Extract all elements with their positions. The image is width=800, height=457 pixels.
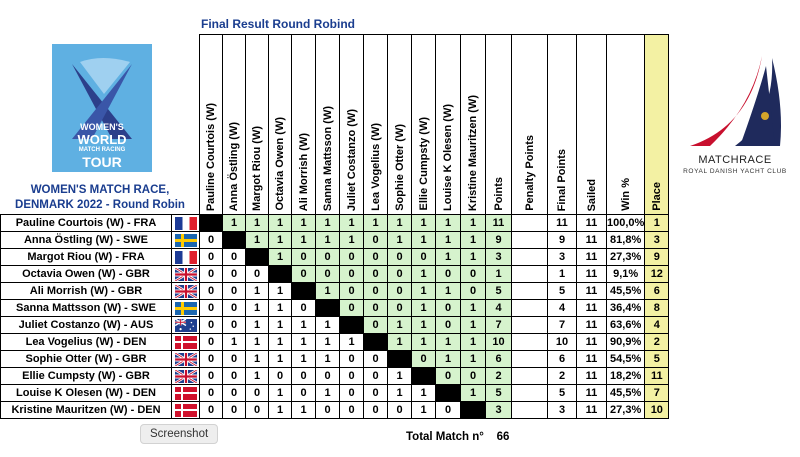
final-points-cell: 7 [548, 317, 577, 334]
match-result-cell: 1 [269, 300, 292, 317]
match-result-cell: 0 [436, 317, 461, 334]
table-row [1, 385, 669, 402]
penalty-cell [512, 232, 548, 249]
win-percent-cell: 54,5% [607, 351, 645, 368]
match-result-cell: 1 [246, 232, 269, 249]
table-row [1, 266, 669, 283]
flag-swe-icon [175, 302, 197, 315]
match-result-cell: 0 [340, 249, 364, 266]
sailed-cell: 11 [577, 300, 607, 317]
sailed-cell: 11 [577, 402, 607, 419]
final-points-cell: 11 [548, 215, 577, 232]
match-result-cell: 1 [436, 215, 461, 232]
win-percent-cell: 45,5% [607, 283, 645, 300]
match-result-cell: 1 [316, 334, 340, 351]
place-cell: 4 [645, 317, 669, 334]
match-result-cell: 1 [246, 283, 269, 300]
flag-den-icon [175, 404, 197, 417]
flag-gbr-icon [175, 370, 197, 383]
penalty-cell [512, 215, 548, 232]
place-cell: 10 [645, 402, 669, 419]
sailed-cell: 11 [577, 249, 607, 266]
match-result-cell: 1 [223, 334, 246, 351]
header-blank [1, 35, 172, 215]
match-result-cell: 1 [461, 249, 486, 266]
match-result-cell: 0 [316, 402, 340, 419]
points-cell: 1 [486, 266, 512, 283]
country-flag-cell [172, 351, 200, 368]
match-result-cell: 1 [461, 215, 486, 232]
col-header-sailor: Octavia Owen (W) [269, 35, 292, 215]
match-result-cell: 0 [200, 368, 223, 385]
self-match-cell [364, 334, 388, 351]
country-flag-cell [172, 385, 200, 402]
penalty-cell [512, 385, 548, 402]
self-match-cell [316, 300, 340, 317]
match-result-cell: 0 [292, 385, 316, 402]
match-result-cell: 0 [200, 300, 223, 317]
country-flag-cell [172, 249, 200, 266]
match-result-cell: 0 [340, 351, 364, 368]
final-points-cell: 4 [548, 300, 577, 317]
match-result-cell: 0 [340, 300, 364, 317]
match-result-cell: 0 [436, 300, 461, 317]
flag-gbr-icon [175, 353, 197, 366]
win-percent-cell: 18,2% [607, 368, 645, 385]
col-header-sailor: Louise K Olesen (W) [436, 35, 461, 215]
final-points-cell: 10 [548, 334, 577, 351]
match-result-cell: 0 [200, 402, 223, 419]
match-result-cell: 1 [340, 334, 364, 351]
place-cell: 6 [645, 283, 669, 300]
match-result-cell: 1 [223, 215, 246, 232]
match-result-cell: 0 [292, 368, 316, 385]
col-header-penalty: Penalty Points [512, 35, 548, 215]
match-result-cell: 0 [364, 232, 388, 249]
col-header-sailor: Sanna Mattsson (W) [316, 35, 340, 215]
country-flag-cell [172, 402, 200, 419]
match-result-cell: 1 [269, 317, 292, 334]
table-row [1, 283, 669, 300]
match-result-cell: 0 [340, 283, 364, 300]
flag-swe-icon [175, 234, 197, 247]
place-cell: 5 [645, 351, 669, 368]
sailor-name: Sophie Otter (W) - GBR [1, 351, 172, 368]
match-result-cell: 1 [269, 283, 292, 300]
table-row [1, 249, 669, 266]
flag-fra-icon [175, 251, 197, 264]
col-header-sailor: Ellie Cumpsty (W) [412, 35, 436, 215]
match-result-cell: 0 [461, 283, 486, 300]
match-result-cell: 0 [388, 266, 412, 283]
place-cell: 8 [645, 300, 669, 317]
penalty-cell [512, 334, 548, 351]
country-flag-cell [172, 317, 200, 334]
win-percent-cell: 81,8% [607, 232, 645, 249]
match-result-cell: 1 [246, 368, 269, 385]
match-result-cell: 1 [364, 215, 388, 232]
col-header-sailor: Juliet Costanzo (W) [340, 35, 364, 215]
col-header-sailor: Sophie Otter (W) [388, 35, 412, 215]
match-result-cell: 0 [436, 368, 461, 385]
self-match-cell [223, 232, 246, 249]
col-header-sailor: Ali Morrish (W) [292, 35, 316, 215]
flag-den-icon [175, 387, 197, 400]
match-result-cell: 1 [436, 283, 461, 300]
points-cell: 3 [486, 402, 512, 419]
col-header-sailor: Kristine Mauritzen (W) [461, 35, 486, 215]
sailed-cell: 11 [577, 283, 607, 300]
club-name: MATCHRACE [698, 154, 772, 166]
match-result-cell: 0 [223, 266, 246, 283]
match-result-cell: 1 [316, 385, 340, 402]
place-cell: 3 [645, 232, 669, 249]
match-result-cell: 1 [436, 351, 461, 368]
points-cell: 4 [486, 300, 512, 317]
match-result-cell: 0 [200, 266, 223, 283]
match-result-cell: 0 [340, 385, 364, 402]
sailor-name: Anna Östling (W) - SWE [1, 232, 172, 249]
match-result-cell: 0 [412, 351, 436, 368]
points-cell: 7 [486, 317, 512, 334]
match-result-cell: 1 [292, 317, 316, 334]
final-points-cell: 6 [548, 351, 577, 368]
results-table [0, 34, 669, 419]
flag-fra-icon [175, 217, 197, 230]
match-result-cell: 0 [436, 266, 461, 283]
match-result-cell: 1 [461, 232, 486, 249]
match-result-cell: 1 [461, 317, 486, 334]
match-result-cell: 1 [246, 300, 269, 317]
match-result-cell: 1 [436, 232, 461, 249]
match-result-cell: 1 [388, 334, 412, 351]
points-cell: 2 [486, 368, 512, 385]
match-result-cell: 0 [246, 385, 269, 402]
match-result-cell: 1 [292, 334, 316, 351]
match-result-cell: 0 [292, 249, 316, 266]
match-result-cell: 1 [412, 300, 436, 317]
col-header-win: Win % [607, 35, 645, 215]
place-cell: 7 [645, 385, 669, 402]
header-blank-flag [172, 35, 200, 215]
penalty-cell [512, 300, 548, 317]
win-percent-cell: 9,1% [607, 266, 645, 283]
match-result-cell: 1 [246, 351, 269, 368]
match-result-cell: 1 [412, 215, 436, 232]
match-result-cell: 0 [388, 300, 412, 317]
sailor-name: Margot Riou (W) - FRA [1, 249, 172, 266]
match-result-cell: 0 [364, 266, 388, 283]
match-result-cell: 1 [246, 317, 269, 334]
flag-den-icon [175, 336, 197, 349]
country-flag-cell [172, 232, 200, 249]
win-percent-cell: 36,4% [607, 300, 645, 317]
points-cell: 6 [486, 351, 512, 368]
self-match-cell [269, 266, 292, 283]
total-matches: Total Match n° 66 [406, 431, 510, 443]
col-header-sailor: Lea Vogelius (W) [364, 35, 388, 215]
self-match-cell [340, 317, 364, 334]
country-flag-cell [172, 334, 200, 351]
match-result-cell: 1 [412, 402, 436, 419]
country-flag-cell [172, 283, 200, 300]
win-percent-cell: 90,9% [607, 334, 645, 351]
penalty-cell [512, 368, 548, 385]
col-header-sailor: Pauline Courtois (W) [200, 35, 223, 215]
self-match-cell [388, 351, 412, 368]
sailed-cell: 11 [577, 351, 607, 368]
match-result-cell: 0 [364, 300, 388, 317]
match-result-cell: 0 [223, 368, 246, 385]
final-points-cell: 3 [548, 402, 577, 419]
match-result-cell: 1 [269, 334, 292, 351]
place-cell: 9 [645, 249, 669, 266]
country-flag-cell [172, 266, 200, 283]
win-percent-cell: 27,3% [607, 249, 645, 266]
penalty-cell [512, 249, 548, 266]
sailor-name: Lea Vogelius (W) - DEN [1, 334, 172, 351]
match-result-cell: 0 [223, 300, 246, 317]
match-result-cell: 1 [246, 215, 269, 232]
match-result-cell: 0 [364, 249, 388, 266]
match-result-cell: 1 [292, 402, 316, 419]
self-match-cell [412, 368, 436, 385]
match-result-cell: 1 [269, 385, 292, 402]
penalty-cell [512, 402, 548, 419]
match-result-cell: 1 [269, 232, 292, 249]
match-result-cell: 1 [269, 249, 292, 266]
table-row [1, 317, 669, 334]
match-result-cell: 1 [461, 351, 486, 368]
country-flag-cell [172, 368, 200, 385]
sailor-name: Ellie Cumpsty (W) - GBR [1, 368, 172, 385]
points-cell: 5 [486, 385, 512, 402]
points-cell: 3 [486, 249, 512, 266]
match-result-cell: 0 [223, 249, 246, 266]
col-header-sailor: Margot Riou (W) [246, 35, 269, 215]
match-result-cell: 1 [292, 232, 316, 249]
page-title: Final Result Round Robind [201, 17, 355, 31]
match-result-cell: 0 [316, 266, 340, 283]
match-result-cell: 1 [292, 351, 316, 368]
sailor-name: Ali Morrish (W) - GBR [1, 283, 172, 300]
match-result-cell: 1 [316, 232, 340, 249]
match-result-cell: 0 [223, 317, 246, 334]
final-points-cell: 3 [548, 249, 577, 266]
match-result-cell: 1 [436, 334, 461, 351]
club-subtitle: ROYAL DANISH YACHT CLUB [683, 168, 787, 175]
match-result-cell: 1 [412, 385, 436, 402]
match-result-cell: 1 [412, 232, 436, 249]
sailor-name: Kristine Mauritzen (W) - DEN [1, 402, 172, 419]
points-cell: 10 [486, 334, 512, 351]
match-result-cell: 1 [269, 402, 292, 419]
match-result-cell: 0 [223, 385, 246, 402]
sailed-cell: 11 [577, 317, 607, 334]
flag-gbr-icon [175, 285, 197, 298]
match-result-cell: 0 [340, 368, 364, 385]
match-result-cell: 0 [461, 266, 486, 283]
self-match-cell [292, 283, 316, 300]
flag-aus-icon [175, 319, 197, 332]
match-result-cell: 1 [340, 215, 364, 232]
match-result-cell: 0 [316, 368, 340, 385]
table-row [1, 334, 669, 351]
place-cell: 2 [645, 334, 669, 351]
match-result-cell: 1 [436, 249, 461, 266]
match-result-cell: 0 [223, 351, 246, 368]
col-header-place: Place [645, 35, 669, 215]
match-result-cell: 0 [364, 368, 388, 385]
self-match-cell [200, 215, 223, 232]
match-result-cell: 0 [364, 317, 388, 334]
match-result-cell: 0 [364, 402, 388, 419]
win-percent-cell: 100,0% [607, 215, 645, 232]
match-result-cell: 1 [388, 232, 412, 249]
country-flag-cell [172, 300, 200, 317]
match-result-cell: 0 [461, 368, 486, 385]
col-header-points: Points [486, 35, 512, 215]
match-result-cell: 0 [223, 283, 246, 300]
col-header-final: Final Points [548, 35, 577, 215]
match-result-cell: 0 [246, 266, 269, 283]
penalty-cell [512, 266, 548, 283]
flag-gbr-icon [175, 268, 197, 281]
place-cell: 12 [645, 266, 669, 283]
match-result-cell: 1 [388, 385, 412, 402]
place-cell: 11 [645, 368, 669, 385]
match-result-cell: 1 [412, 334, 436, 351]
match-result-cell: 1 [340, 232, 364, 249]
match-result-cell: 1 [269, 215, 292, 232]
table-row [1, 368, 669, 385]
match-result-cell: 0 [246, 402, 269, 419]
table-row [1, 300, 669, 317]
sailor-name: Pauline Courtois (W) - FRA [1, 215, 172, 232]
match-result-cell: 0 [292, 300, 316, 317]
match-result-cell: 0 [223, 402, 246, 419]
sailor-name: Juliet Costanzo (W) - AUS [1, 317, 172, 334]
win-percent-cell: 27,3% [607, 402, 645, 419]
sailor-name: Louise K Olesen (W) - DEN [1, 385, 172, 402]
match-result-cell: 0 [436, 402, 461, 419]
match-result-cell: 0 [340, 402, 364, 419]
sailed-cell: 11 [577, 385, 607, 402]
match-result-cell: 1 [316, 351, 340, 368]
match-result-cell: 0 [364, 283, 388, 300]
final-points-cell: 2 [548, 368, 577, 385]
match-result-cell: 0 [340, 266, 364, 283]
points-cell: 5 [486, 283, 512, 300]
match-result-cell: 1 [388, 215, 412, 232]
win-percent-cell: 63,6% [607, 317, 645, 334]
sailor-name: Sanna Mattsson (W) - SWE [1, 300, 172, 317]
match-result-cell: 0 [200, 351, 223, 368]
match-result-cell: 0 [200, 385, 223, 402]
match-result-cell: 1 [412, 266, 436, 283]
place-cell: 1 [645, 215, 669, 232]
penalty-cell [512, 283, 548, 300]
match-result-cell: 0 [200, 232, 223, 249]
self-match-cell [436, 385, 461, 402]
match-result-cell: 1 [461, 334, 486, 351]
match-result-cell: 1 [269, 351, 292, 368]
sailed-cell: 11 [577, 334, 607, 351]
match-result-cell: 0 [388, 249, 412, 266]
match-result-cell: 0 [200, 283, 223, 300]
sailed-cell: 11 [577, 266, 607, 283]
match-result-cell: 1 [316, 215, 340, 232]
sailor-name: Octavia Owen (W) - GBR [1, 266, 172, 283]
match-result-cell: 0 [200, 317, 223, 334]
final-points-cell: 5 [548, 385, 577, 402]
match-result-cell: 0 [200, 249, 223, 266]
match-result-cell: 0 [316, 249, 340, 266]
match-result-cell: 0 [388, 402, 412, 419]
match-result-cell: 1 [412, 317, 436, 334]
table-row [1, 402, 669, 419]
screenshot-tooltip: Screenshot [140, 424, 218, 444]
match-result-cell: 0 [269, 368, 292, 385]
match-result-cell: 0 [200, 334, 223, 351]
match-result-cell: 1 [316, 283, 340, 300]
sailed-cell: 11 [577, 215, 607, 232]
match-result-cell: 1 [461, 385, 486, 402]
self-match-cell [461, 402, 486, 419]
match-result-cell: 0 [388, 283, 412, 300]
match-result-cell: 1 [412, 283, 436, 300]
match-result-cell: 0 [364, 351, 388, 368]
match-result-cell: 1 [246, 334, 269, 351]
event-title: WOMEN'S MATCH RACE, DENMARK 2022 - Round Robin [15, 184, 185, 211]
sailed-cell: 11 [577, 232, 607, 249]
final-points-cell: 9 [548, 232, 577, 249]
match-result-cell: 0 [292, 266, 316, 283]
country-flag-cell [172, 215, 200, 232]
col-header-sailor: Anna Östling (W) [223, 35, 246, 215]
match-result-cell: 1 [316, 317, 340, 334]
match-result-cell: 1 [388, 368, 412, 385]
match-result-cell: 0 [412, 249, 436, 266]
final-points-cell: 1 [548, 266, 577, 283]
match-result-cell: 1 [388, 317, 412, 334]
table-row [1, 215, 669, 232]
final-points-cell: 5 [548, 283, 577, 300]
match-result-cell: 1 [292, 215, 316, 232]
womens-world-tour-logo: WOMEN'S WORLD MATCH RACING TOUR [52, 44, 152, 172]
points-cell: 9 [486, 232, 512, 249]
self-match-cell [246, 249, 269, 266]
table-row [1, 351, 669, 368]
match-result-cell: 0 [364, 385, 388, 402]
penalty-cell [512, 351, 548, 368]
penalty-cell [512, 317, 548, 334]
sailed-cell: 11 [577, 368, 607, 385]
points-cell: 11 [486, 215, 512, 232]
col-header-sailed: Sailed [577, 35, 607, 215]
match-result-cell: 1 [461, 300, 486, 317]
win-percent-cell: 45,5% [607, 385, 645, 402]
table-row [1, 232, 669, 249]
